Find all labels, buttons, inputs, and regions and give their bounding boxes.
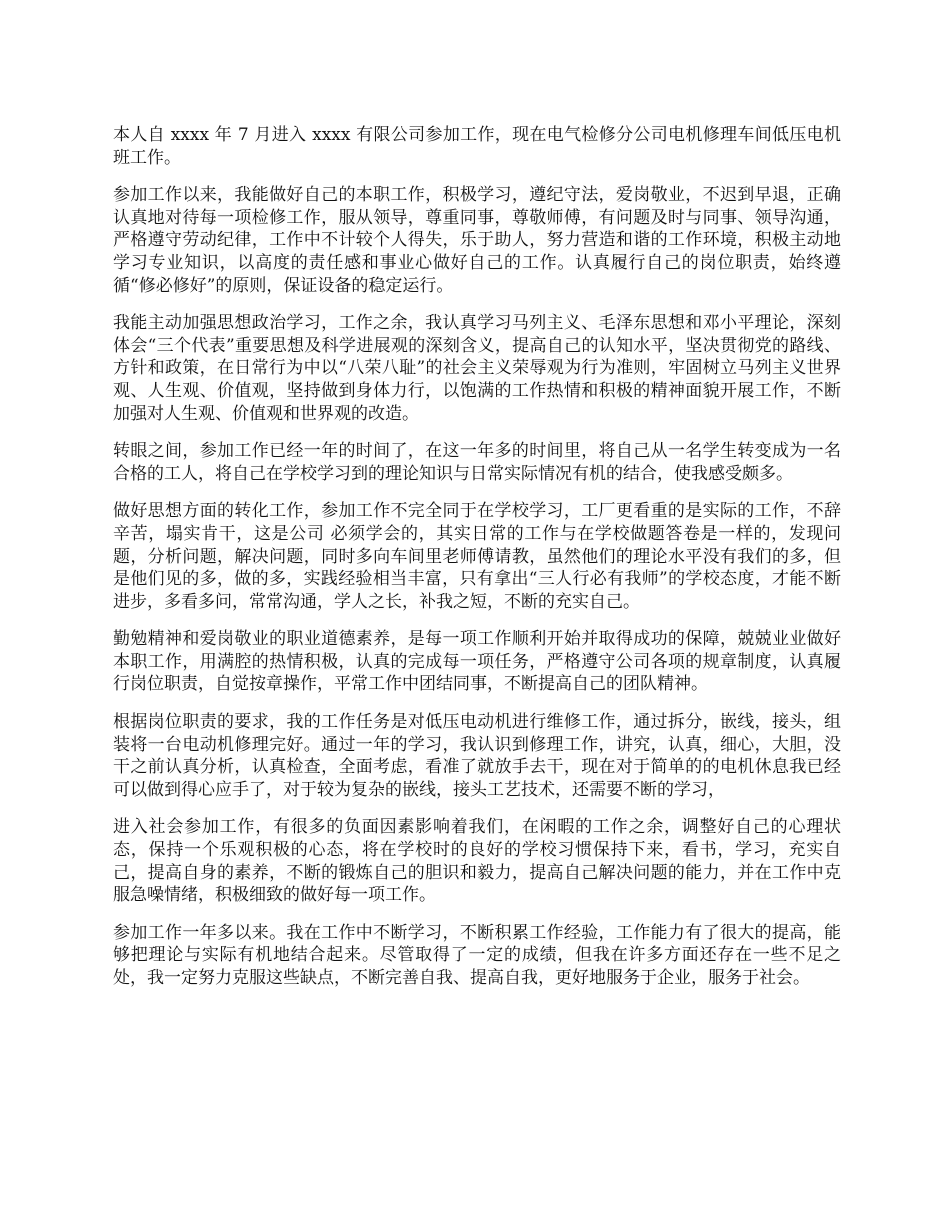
paragraph-7: 根据岗位职责的要求，我的工作任务是对低压电动机进行维修工作，通过拆分，嵌线，接头，组装将一台电动机修理完好。通过一年的学习，我认识到修理工作，讲究，认真，细心，大胆，没干之前认真分析，认真检查，全面考虑，看准了就放手去干，现在对于简单的的电机休息我已经可以做到得心应手了，对于较为复杂的嵌线，接头工艺技术，还需要不断的学习， <box>113 712 841 800</box>
document-body <box>113 124 841 1005</box>
paragraph-5: 做好思想方面的转化工作，参加工作不完全同于在学校学习，工厂更看重的是实际的工作，不辞辛苦，塌实肯干，这是公司 必须学会的，其实日常的工作与在学校做题答卷是一样的，发现问题，分析问题，解决问题，同时多向车间里老师傅请教，虽然他们的理论水平没有我们的多，但是他们见的多，做的多，实践经验相当丰富，只有拿出“三人行必有我师”的学校态度，才能不断进步，多看多问，常常沟通，学人之长，补我之短，不断的充实自己。 <box>113 501 841 612</box>
paragraph-8: 进入社会参加工作，有很多的负面因素影响着我们，在闲暇的工作之余，调整好自己的心理状态，保持一个乐观积极的心态，将在学校时的良好的学校习惯保持下来，看书，学习，充实自己，提高自身的素养，不断的锻炼自己的胆识和毅力，提高自己解决问题的能力，并在工作中克服急噪情绪，积极细致的做好每一项工作。 <box>113 817 841 906</box>
paragraph-3: 我能主动加强思想政治学习，工作之余，我认真学习马列主义、毛泽东思想和邓小平理论，深刻体会“三个代表”重要思想及科学进展观的深刻含义，提高自己的认知水平，坚决贯彻党的路线、方针和政策，在日常行为中以“八荣八耻”的社会主义荣辱观为行为准则，牢固树立马列主义世界观、人生观、价值观，坚持做到身体力行，以饱满的工作热情和积极的精神面貌开展工作，不断加强对人生观、价值观和世界观的改造。 <box>113 313 841 424</box>
paragraph-4: 转眼之间，参加工作已经一年的时间了，在这一年多的时间里，将自己从一名学生转变成为一名合格的工人，将自己在学校学习到的理论知识与日常实际情况有机的结合，使我感受颇多。 <box>113 441 841 484</box>
paragraph-9: 参加工作一年多以来。我在工作中不断学习，不断积累工作经验，工作能力有了很大的提高，能够把理论与实际有机地结合起来。尽管取得了一定的成绩，但我在许多方面还存在一些不足之处，我一定努力克服这些缺点，不断完善自我、提高自我，更好地服务于企业，服务于社会。 <box>113 922 841 988</box>
paragraph-6: 勤勉精神和爱岗敬业的职业道德素养，是每一项工作顺利开始并取得成功的保障，兢兢业业做好本职工作，用满腔的热情积极，认真的完成每一项任务，严格遵守公司各项的规章制度，认真履行岗位职责，自觉按章操作，平常工作中团结同事，不断提高自己的团队精神。 <box>113 629 841 695</box>
paragraph-1: 本人自 xxxx 年 7 月进入 xxxx 有限公司参加工作，现在电气检修分公司电机修理车间低压电机班工作。 <box>113 125 841 168</box>
paragraph-2: 参加工作以来，我能做好自己的本职工作，积极学习，遵纪守法，爱岗敬业，不迟到早退，正确认真地对待每一项检修工作，服从领导，尊重同事，尊敬师傅，有问题及时与同事、领导沟通，严格遵守劳动纪律，工作中不计较个人得失，乐于助人，努力营造和谐的工作环境，积极主动地学习专业知识，以高度的责任感和事业心做好自己的工作。认真履行自己的岗位职责，始终遵循“修必修好”的原则，保证设备的稳定运行。 <box>113 185 841 296</box>
